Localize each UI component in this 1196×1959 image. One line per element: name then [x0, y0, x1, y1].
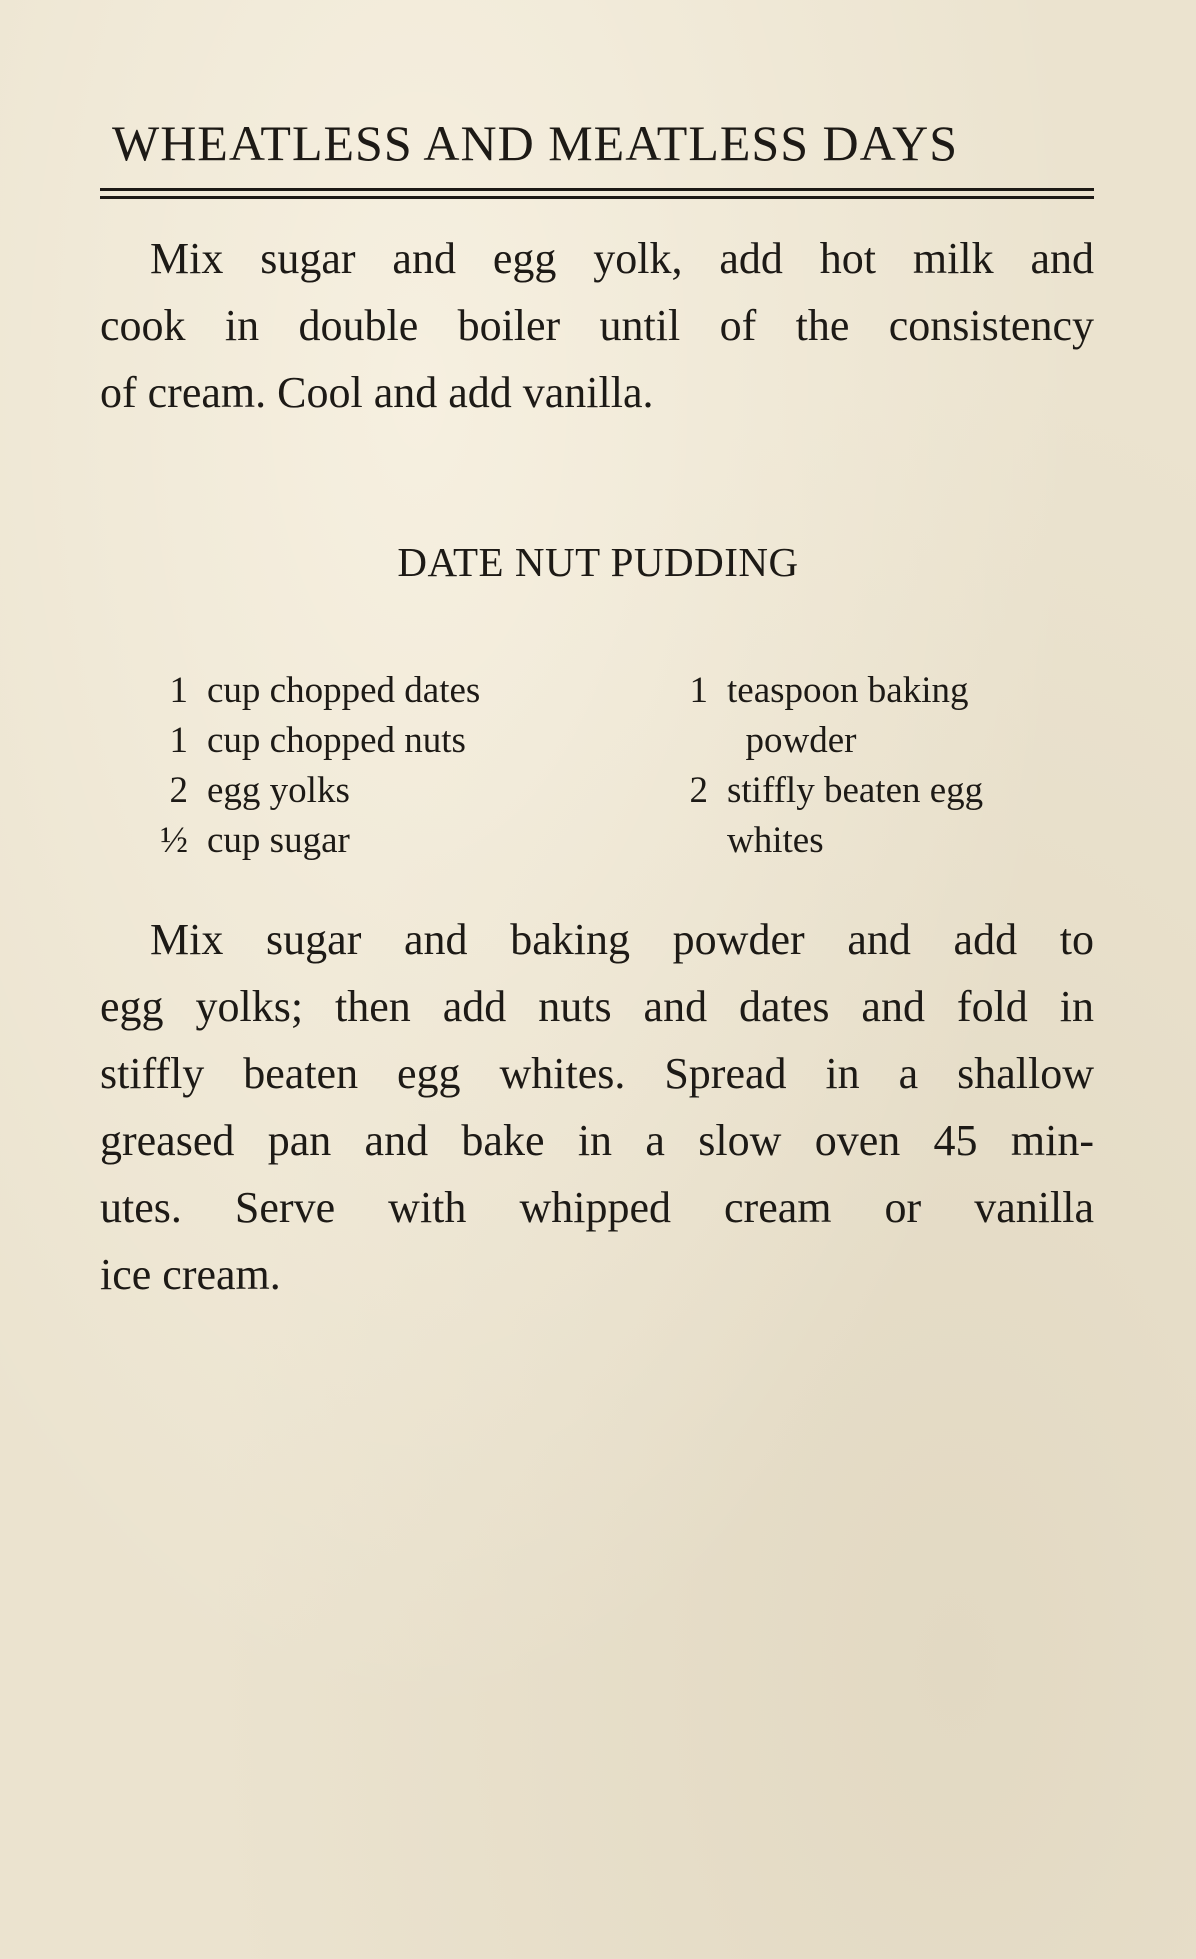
head-rule-bottom [100, 196, 1094, 199]
head-rule-top [100, 188, 1094, 191]
ingredient-text: teaspoon baking [727, 670, 969, 711]
ingredient-row-continued [660, 716, 1070, 766]
intro-line: cook in double boiler until of the consistency [100, 301, 1094, 350]
ingredient-text: cup sugar [207, 820, 350, 861]
ingredients-right-column [660, 666, 1070, 866]
ingredient-quantity [660, 816, 727, 866]
directions-line: ice cream. [100, 1250, 281, 1299]
ingredient-row [140, 716, 570, 766]
recipe-title: DATE NUT PUDDING [397, 539, 799, 585]
ingredient-quantity: ½ [160, 820, 188, 861]
ingredient-text: whites [727, 820, 824, 861]
ingredient-quantity: 1 [169, 670, 188, 711]
ingredient-text: stiffly beaten egg [727, 770, 984, 811]
ingredient-row [140, 666, 570, 716]
running-head: WHEATLESS AND MEATLESS DAYS [112, 115, 959, 171]
directions-line: greased pan and bake in a slow oven 45 min- [100, 1116, 1094, 1165]
ingredient-row [660, 666, 1070, 716]
ingredient-text: cup chopped dates [207, 670, 481, 711]
ingredient-row [140, 816, 570, 866]
ingredient-row [140, 766, 570, 816]
ingredient-row [660, 766, 1070, 816]
directions-line: Mix sugar and baking powder and add to [150, 915, 1094, 964]
intro-line: Mix sugar and egg yolk, add hot milk and [150, 234, 1094, 283]
directions-line: stiffly beaten egg whites. Spread in a shallow [100, 1049, 1094, 1098]
directions-line: utes. Serve with whipped cream or vanilla [100, 1183, 1094, 1232]
ingredient-quantity: 2 [689, 770, 708, 811]
ingredient-quantity: 2 [169, 770, 188, 811]
intro-line: of cream. Cool and add vanilla. [100, 368, 654, 417]
intro-paragraph [100, 225, 1094, 426]
ingredient-quantity [660, 716, 727, 766]
ingredients-left-column [140, 666, 570, 866]
ingredient-quantity: 1 [169, 720, 188, 761]
ingredient-text: powder [727, 720, 857, 761]
directions-paragraph [100, 906, 1094, 1308]
ingredient-row-continued [660, 816, 1070, 866]
ingredient-quantity: 1 [689, 670, 708, 711]
ingredient-text: cup chopped nuts [207, 720, 466, 761]
ingredient-text: egg yolks [207, 770, 350, 811]
directions-line: egg yolks; then add nuts and dates and fold in [100, 982, 1094, 1031]
